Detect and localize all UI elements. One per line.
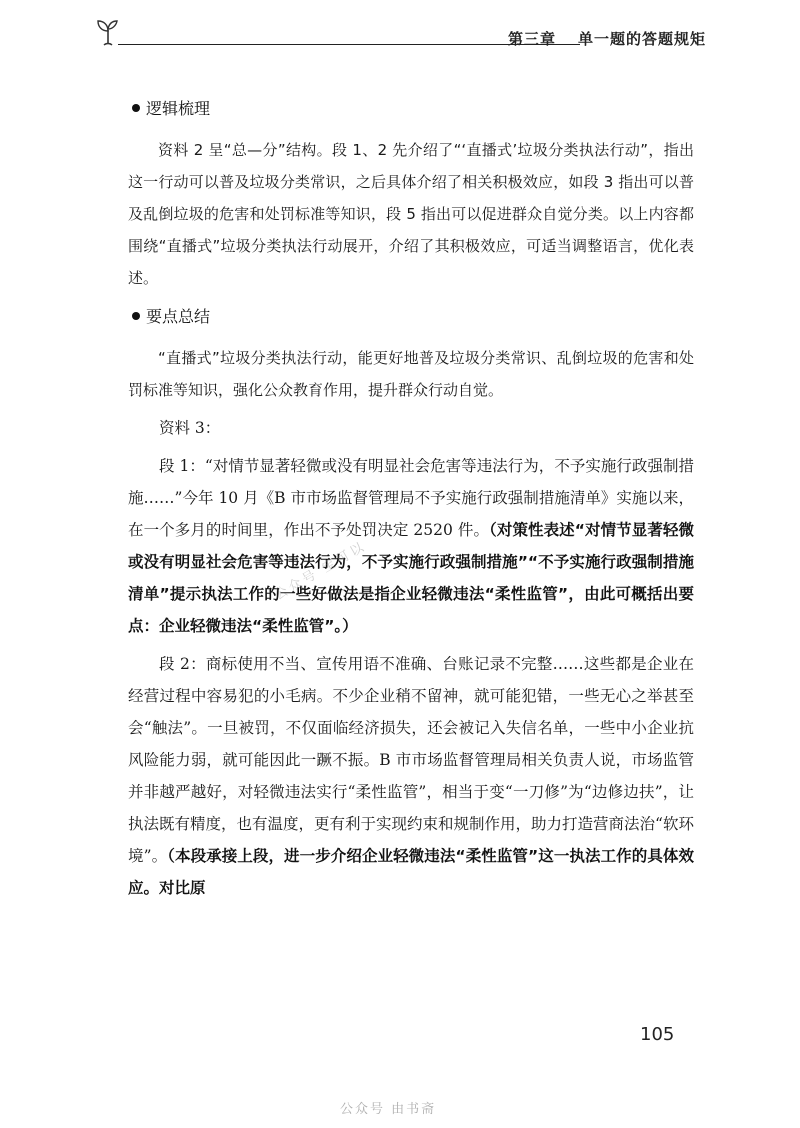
sprout-icon <box>96 16 120 46</box>
chapter-name: 单一题的答题规矩 <box>577 30 706 48</box>
section-heading-summary: 要点总结 <box>132 304 694 330</box>
chapter-title <box>508 28 706 49</box>
page-number: 105 <box>640 1024 675 1045</box>
summary-paragraph: “直播式”垃圾分类执法行动，能更好地普及垃圾分类常识、乱倒垃圾的危害和处罚标准等知识，强化公众教育作用，提升群众行动自觉。 <box>128 349 694 399</box>
paragraph-1-text: 段 1：“对情节显著轻微或没有明显社会危害等违法行为，不予实施行政强制措施……”今年 10 月《B 市市场监督管理局不予实施行政强制措施清单》实施以来，在一个多月的时间里，作出不予处罚决定 2520 件。 <box>128 457 694 539</box>
bullet-icon <box>132 104 140 112</box>
section-heading-logic: 逻辑梳理 <box>132 96 694 122</box>
logic-paragraph: 资料 2 呈“总—分”结构。段 1、2 先介绍了“‘直播式’垃圾分类执法行动”，指出这一行动可以普及垃圾分类常识，之后具体介绍了相关积极效应，如段 3 指出可以普及乱倒垃圾的危害和处罚标准等知识，段 5 指出可以促进群众自觉分类。以上内容都围绕“直播式”垃圾分类执法行动展开，介绍了其积极效应，可适当调整语言，优化表述。 <box>128 141 694 287</box>
material3-paragraph-2 <box>128 648 694 904</box>
running-header <box>96 14 706 50</box>
paragraph-2-text: 段 2：商标使用不当、宣传用语不准确、台账记录不完整……这些都是企业在经营过程中容易犯的小毛病。不少企业稍不留神，就可能犯错，一些无心之举甚至会“触法”。一旦被罚，不仅面临经济损失，还会被记入失信名单，一些中小企业抗风险能力弱，就可能因此一蹶不振。B 市市场监督管理局相关负责人说，市场监管并非越严越好，对轻微违法实行“柔性监管”，相当于变“一刀修”为“边修边扶”，让执法既有精度，也有温度，更有利于实现约束和规制作用，助力打造营商法治“软环境”。 <box>128 655 694 865</box>
material3-label: 资料 3： <box>159 419 221 437</box>
watermark: 公众号 宝可以 <box>272 538 369 604</box>
paragraph-2-note: （本段承接上段，进一步介绍企业轻微违法“柔性监管”这一执法工作的具体效应。对比原 <box>128 847 694 897</box>
bullet-icon <box>132 312 140 320</box>
material3-paragraph-1 <box>128 450 694 642</box>
paragraph-1-note: （对策性表述“对情节显著轻微或没有明显社会危害等违法行为，不予实施行政强制措施”“不予实施行政强制措施清单”提示执法工作的一些好做法是指企业轻微违法“柔性监管”，由此可概括出要点：企业轻微违法“柔性监管”。） <box>128 521 694 635</box>
footer-watermark: 公众号 由书斋 <box>340 1102 437 1117</box>
chapter-number: 第三章 <box>507 30 556 48</box>
page-body <box>128 90 694 910</box>
